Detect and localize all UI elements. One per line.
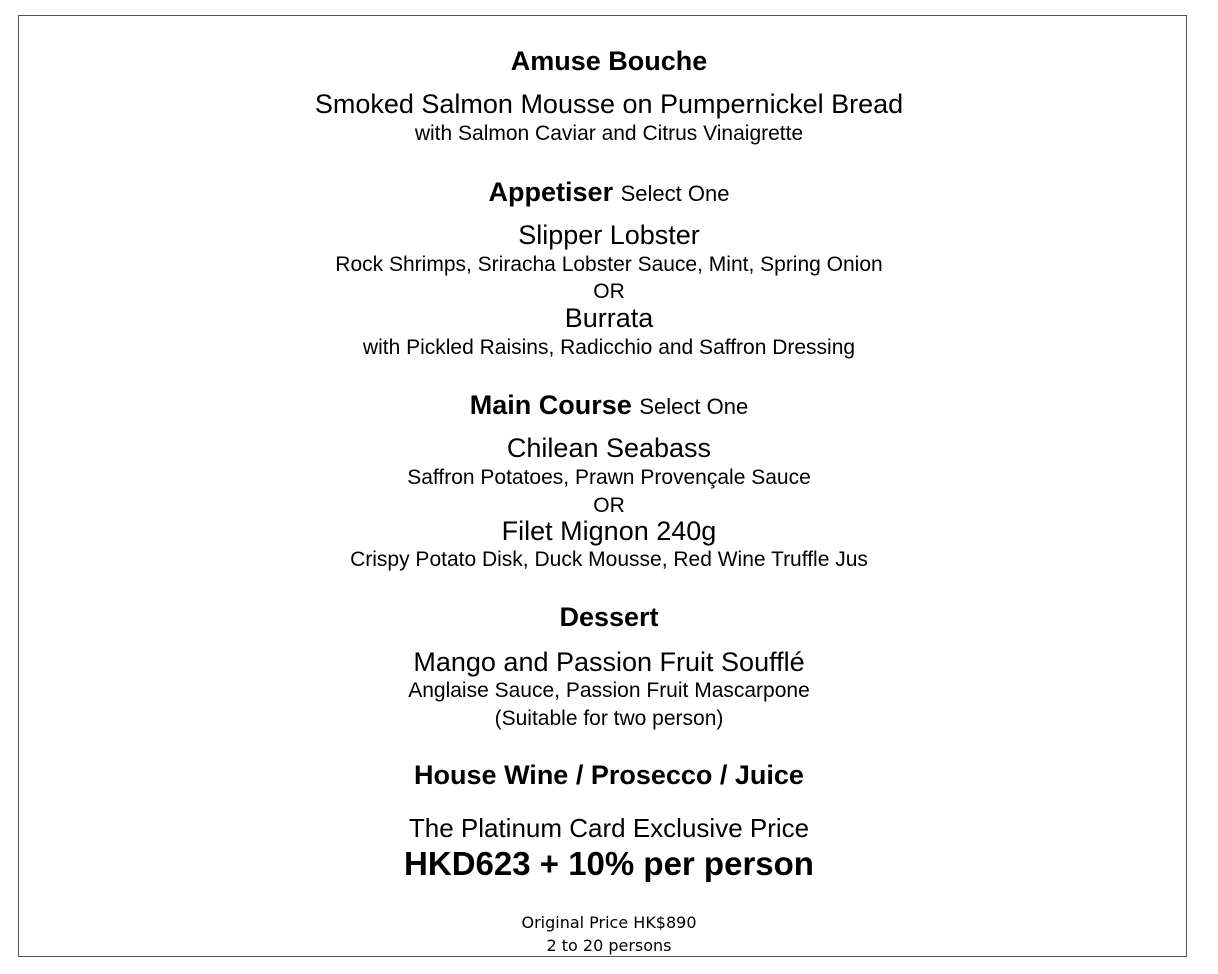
- appetiser-option-1-name: Slipper Lobster: [518, 220, 700, 250]
- appetiser-select-note: Select One: [620, 181, 730, 206]
- main-course-title: Main Course: [469, 390, 632, 420]
- amuse-bouche-heading: [0, 48, 1218, 75]
- amuse-bouche-description: with Salmon Caviar and Citrus Vinaigrette: [414, 122, 804, 145]
- dessert-heading: [0, 604, 1218, 631]
- main-option-2-description: Crispy Potato Disk, Duck Mousse, Red Wine Truffle Jus: [350, 548, 868, 571]
- appetiser-option-2-name: Burrata: [564, 303, 654, 333]
- appetiser-or-separator: OR: [593, 280, 625, 303]
- dessert-serving-note: (Suitable for two person): [494, 707, 724, 730]
- original-price: Original Price HK$890: [521, 913, 697, 932]
- dessert-description: Anglaise Sauce, Passion Fruit Mascarpone: [408, 679, 810, 702]
- dessert-dish: Mango and Passion Fruit Soufflé: [413, 647, 805, 677]
- main-option-1-description: Saffron Potatoes, Prawn Provençale Sauce: [407, 466, 811, 489]
- main-option-1-name: Chilean Seabass: [506, 433, 712, 463]
- dessert-title: Dessert: [559, 602, 659, 632]
- appetiser-option-2-description: with Pickled Raisins, Radicchio and Saffron Dressing: [362, 336, 856, 359]
- drinks-title: House Wine / Prosecco / Juice: [414, 760, 804, 790]
- main-option-2-name: Filet Mignon 240g: [501, 516, 717, 546]
- main-course-select-note: Select One: [639, 394, 749, 419]
- appetiser-option-1-description: Rock Shrimps, Sriracha Lobster Sauce, Mint, Spring Onion: [335, 253, 883, 276]
- main-or-separator: OR: [593, 494, 625, 517]
- main-course-heading: [0, 392, 1218, 419]
- appetiser-title: Appetiser: [488, 177, 614, 207]
- exclusive-price: HKD623 + 10% per person: [404, 845, 814, 882]
- appetiser-heading: [0, 179, 1218, 206]
- promo-price-label: The Platinum Card Exclusive Price: [408, 813, 810, 843]
- party-size: 2 to 20 persons: [546, 936, 672, 955]
- drinks-heading: [0, 762, 1218, 789]
- amuse-bouche-title: Amuse Bouche: [510, 46, 708, 76]
- amuse-bouche-dish: Smoked Salmon Mousse on Pumpernickel Bread: [314, 89, 904, 119]
